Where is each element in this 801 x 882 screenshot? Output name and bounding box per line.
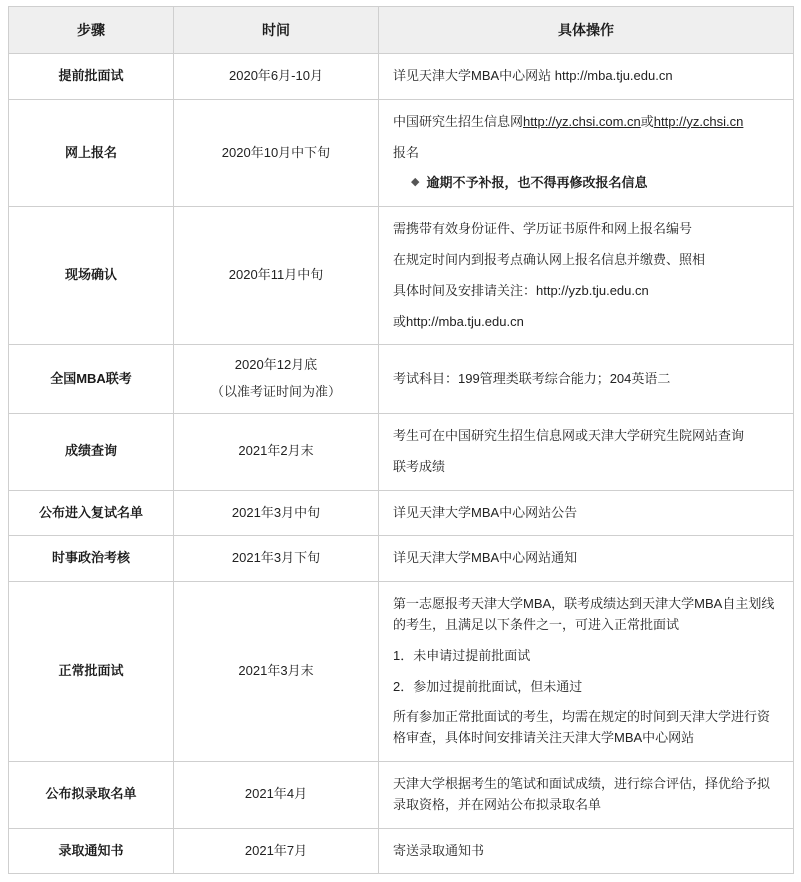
row-time-main: 2020年11月中旬 xyxy=(228,267,324,283)
row-time-main: 2021年3月中旬 xyxy=(231,504,321,520)
detail-line xyxy=(393,112,781,133)
table-row xyxy=(9,536,794,582)
row-step: 现场确认 xyxy=(9,207,174,345)
column-header-time: 时间 xyxy=(174,7,379,54)
row-time xyxy=(174,99,379,206)
row-step: 公布进入复试名单 xyxy=(9,490,174,536)
table-row xyxy=(9,345,794,414)
detail-line: 详见天津大学MBA中心网站公告 xyxy=(393,504,578,520)
detail-text-prefix: 中国研究生招生信息网 xyxy=(393,113,524,129)
table-row xyxy=(9,582,794,762)
table-row xyxy=(9,490,794,536)
row-time-main: 2020年6月-10月 xyxy=(229,68,323,83)
row-time xyxy=(174,582,379,762)
table-body xyxy=(9,54,794,874)
row-detail xyxy=(379,828,794,874)
diamond-bullet-icon: ◆ xyxy=(411,176,420,189)
detail-line: 具体时间及安排请关注：http://yzb.tju.edu.cn xyxy=(393,282,649,298)
detail-line: 所有参加正常批面试的考生，均需在规定的时间到天津大学进行资格审查，具体时间安排请关注天津大学MBA中心网站 xyxy=(393,709,771,746)
table-row xyxy=(9,54,794,100)
admission-schedule-table xyxy=(8,6,794,874)
detail-line: 详见天津大学MBA中心网站通知 xyxy=(393,550,578,566)
row-step: 公布拟录取名单 xyxy=(9,761,174,828)
row-step: 全国MBA联考 xyxy=(9,345,174,414)
row-step: 时事政治考核 xyxy=(9,536,174,582)
detail-line: 报名 xyxy=(393,144,420,160)
detail-line: 考生可在中国研究生招生信息网或天津大学研究生院网站查询 xyxy=(393,427,745,443)
table-row xyxy=(9,761,794,828)
detail-bullet-note xyxy=(411,173,781,194)
row-step: 正常批面试 xyxy=(9,582,174,762)
registration-link-1[interactable]: http://yz.chsi.com.cn xyxy=(523,113,641,129)
detail-line: 天津大学根据考生的笔试和面试成绩，进行综合评估，择优给予拟录取资格，并在网站公布拟录取名单 xyxy=(393,775,771,812)
row-time-main: 2021年2月末 xyxy=(238,443,314,459)
row-time-main: 2021年7月 xyxy=(244,842,308,858)
row-detail xyxy=(379,413,794,490)
detail-text-middle: 或 xyxy=(640,113,654,129)
row-time-main: 2021年4月 xyxy=(244,786,308,802)
row-detail xyxy=(379,99,794,206)
detail-line: 详见天津大学MBA中心网站 http://mba.tju.edu.cn xyxy=(393,68,673,83)
row-step: 网上报名 xyxy=(9,99,174,206)
row-time xyxy=(174,761,379,828)
row-step: 提前批面试 xyxy=(9,54,174,100)
row-time xyxy=(174,345,379,414)
row-time xyxy=(174,413,379,490)
row-time-main: 2020年10月中下旬 xyxy=(221,144,331,160)
detail-bullet-text: 逾期不予补报，也不得再修改报名信息 xyxy=(426,175,648,191)
table-row xyxy=(9,207,794,345)
row-time xyxy=(174,54,379,100)
row-time-sub: （以准考证时间为准） xyxy=(210,384,341,400)
row-time xyxy=(174,207,379,345)
row-detail xyxy=(379,207,794,345)
row-detail xyxy=(379,345,794,414)
table-row xyxy=(9,828,794,874)
row-detail xyxy=(379,761,794,828)
row-step: 成绩查询 xyxy=(9,413,174,490)
column-header-step: 步骤 xyxy=(9,7,174,54)
row-detail xyxy=(379,54,794,100)
detail-line: 联考成绩 xyxy=(393,458,446,474)
detail-line: 第一志愿报考天津大学MBA，联考成绩达到天津大学MBA自主划线的考生，且满足以下条件之一，可进入正常批面试 xyxy=(393,596,775,632)
row-step: 录取通知书 xyxy=(9,828,174,874)
detail-line: 在规定时间内到报考点确认网上报名信息并缴费、照相 xyxy=(393,251,706,267)
detail-line: 考试科目：199管理类联考综合能力；204英语二 xyxy=(393,370,671,386)
detail-line: 寄送录取通知书 xyxy=(393,842,485,858)
detail-line: 1．未申请过提前批面试 xyxy=(393,647,531,663)
row-detail xyxy=(379,582,794,762)
table-row xyxy=(9,413,794,490)
row-time xyxy=(174,490,379,536)
row-time-main: 2021年3月下旬 xyxy=(231,550,321,566)
row-time xyxy=(174,536,379,582)
table-header xyxy=(9,7,794,54)
row-detail xyxy=(379,536,794,582)
row-time-main: 2021年3月末 xyxy=(238,663,314,679)
detail-line: 需携带有效身份证件、学历证书原件和网上报名编号 xyxy=(393,221,693,237)
column-header-detail: 具体操作 xyxy=(379,7,794,54)
detail-line: 2．参加过提前批面试，但未通过 xyxy=(393,678,583,694)
row-time-main: 2020年12月底 xyxy=(234,357,318,373)
table-row xyxy=(9,99,794,206)
row-detail xyxy=(379,490,794,536)
detail-line: 或http://mba.tju.edu.cn xyxy=(393,313,524,329)
registration-link-2[interactable]: http://yz.chsi.cn xyxy=(653,113,744,129)
row-time xyxy=(174,828,379,874)
table-header-row xyxy=(9,7,794,54)
